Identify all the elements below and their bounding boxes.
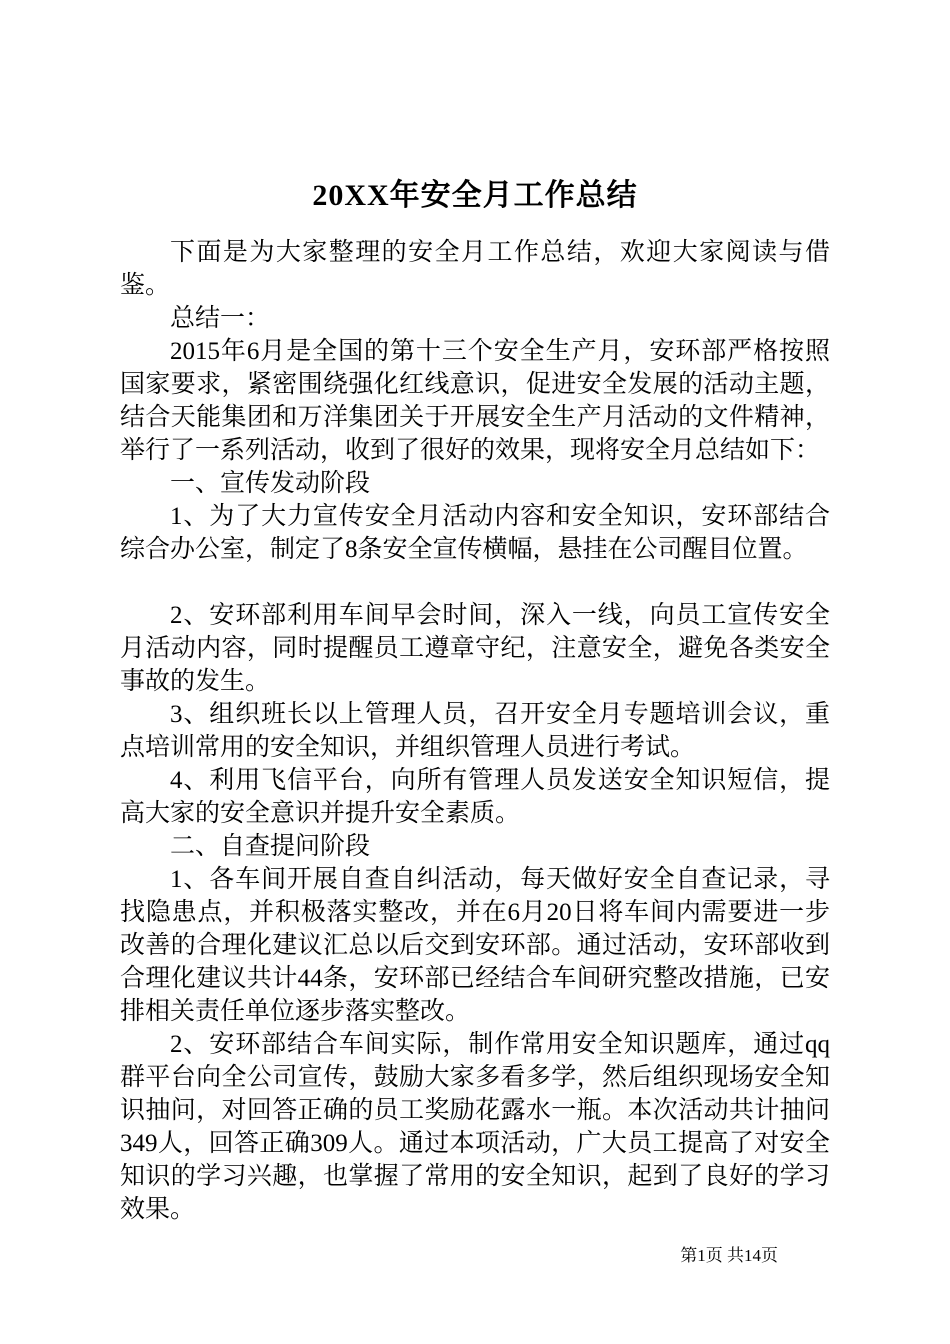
page-footer xyxy=(680,1246,778,1266)
paragraph: 2015年6月是全国的第十三个安全生产月，安环部严格按照国家要求，紧密围绕强化红线意识，促进安全发展的活动主题，结合天能集团和万洋集团关于开展安全生产月活动的文件精神，举行了一系列活动，收到了很好的效果，现将安全月总结如下： xyxy=(120,338,830,464)
paragraph: 1、为了大力宣传安全月活动内容和安全知识，安环部结合综合办公室，制定了8条安全宣传横幅，悬挂在公司醒目位置。 xyxy=(120,503,830,563)
page-number-indicator: 第1页 共14页 xyxy=(680,1246,778,1265)
document-body xyxy=(120,236,830,1226)
paragraph: 2、安环部结合车间实际，制作常用安全知识题库，通过qq群平台向全公司宣传，鼓励大家多看多学，然后组织现场安全知识抽问，对回答正确的员工奖励花露水一瓶。本次活动共计抽问349人，回答正确309人。通过本项活动，广大员工提高了对安全知识的学习兴趣，也掌握了常用的安全知识，起到了良好的学习效果。 xyxy=(120,1031,830,1223)
paragraph: 二、自查提问阶段 xyxy=(170,833,371,860)
paragraph: 一、宣传发动阶段 xyxy=(170,470,371,497)
paragraph: 总结一： xyxy=(170,305,271,332)
paragraph: 2、安环部利用车间早会时间，深入一线，向员工宣传安全月活动内容，同时提醒员工遵章守纪，注意安全，避免各类安全事故的发生。 xyxy=(120,602,830,695)
paragraph: 下面是为大家整理的安全月工作总结，欢迎大家阅读与借鉴。 xyxy=(120,239,830,299)
document-title: 20XX年安全月工作总结 xyxy=(312,179,638,212)
paragraph: 1、各车间开展自查自纠活动，每天做好安全自查记录，寻找隐患点，并积极落实整改，并在6月20日将车间内需要进一步改善的合理化建议汇总以后交到安环部。通过活动，安环部收到合理化建议共计44条，安环部已经结合车间研究整改措施，已安排相关责任单位逐步落实整改。 xyxy=(120,866,830,1025)
paragraph: 4、利用飞信平台，向所有管理人员发送安全知识短信，提高大家的安全意识并提升安全素质。 xyxy=(120,767,830,827)
paragraph: 3、组织班长以上管理人员，召开安全月专题培训会议，重点培训常用的安全知识，并组织管理人员进行考试。 xyxy=(120,701,830,761)
